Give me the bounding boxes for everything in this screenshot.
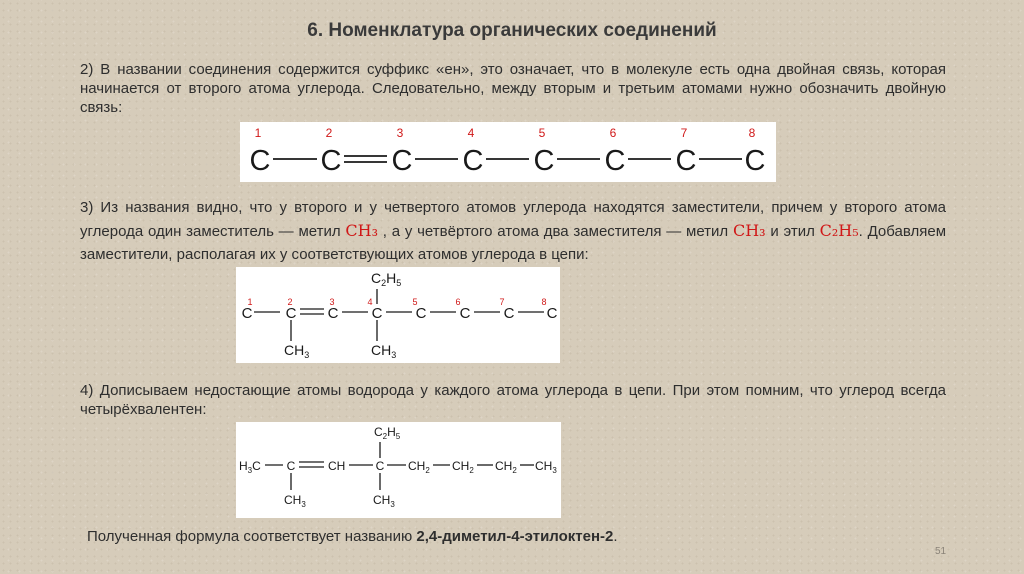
chain3-methyl-c2: $CH_3$ <box>284 493 306 509</box>
chain2-atom-1: C <box>241 305 253 322</box>
chain2-number-8: 8 <box>541 297 547 307</box>
chain2-number-1: 1 <box>247 297 253 307</box>
chain1-number-6: 6 <box>609 126 617 140</box>
step3-text <box>80 196 946 266</box>
chain3-methyl-c4: $CH_3$ <box>373 493 395 509</box>
chain1-number-7: 7 <box>680 126 688 140</box>
chain2-number-7: 7 <box>499 297 505 307</box>
chain1-panel <box>240 122 776 182</box>
chain2-number-5: 5 <box>412 297 418 307</box>
conclusion-prefix: Полученная формула соответствует названию <box>87 528 417 545</box>
step3-part1: 3) Из названия видно, что у второго и у четвертого атомов углерода находятся заместители, причем у второго атома углерода один заместитель — метил <box>80 199 946 240</box>
step3-part2: , а у четвёртого атома два заместителя — метил <box>382 223 729 240</box>
chain1-diagram <box>240 122 776 182</box>
chain2-atom-2: C <box>285 305 297 322</box>
chain1-number-8: 8 <box>748 126 756 140</box>
chain1-atom-8: C <box>744 145 766 177</box>
chain1-atom-7: C <box>675 145 697 177</box>
page-number: 51 <box>935 546 947 557</box>
chain2-number-3: 3 <box>329 297 335 307</box>
chain2-ethyl-group: $C_2H_5$ <box>371 270 402 288</box>
chain2-atom-4: C <box>371 305 383 322</box>
chain1-number-5: 5 <box>538 126 546 140</box>
chain2-number-4: 4 <box>367 297 373 307</box>
chain3-ethyl-group: $C_2H_5$ <box>374 425 401 441</box>
chain3-h3c: $H_3C$ <box>239 459 261 475</box>
formula-ch3-a: CH₃ <box>345 221 378 240</box>
chain1-number-3: 3 <box>396 126 404 140</box>
step3-part3: и этил <box>770 223 815 240</box>
chain2-atom-3: C <box>327 305 339 322</box>
chain3-c2: C <box>286 459 296 473</box>
chain1-atom-2: C <box>320 145 342 177</box>
slide-title: 6. Номенклатура органических соединений <box>307 20 717 41</box>
chain3-ch2-b: $CH_2$ <box>452 459 474 475</box>
formula-c2h5: C₂H₅ <box>819 221 859 240</box>
conclusion-text <box>87 528 618 545</box>
chain2-atom-7: C <box>503 305 515 322</box>
chain3-diagram <box>236 422 561 518</box>
chain3-panel <box>236 422 561 518</box>
chain3-ch2-a: $CH_2$ <box>408 459 430 475</box>
chain1-atom-5: C <box>533 145 555 177</box>
chain3-ch2-c: $CH_2$ <box>495 459 517 475</box>
chain2-methyl-c4: $CH_3$ <box>371 342 397 360</box>
chain2-number-6: 6 <box>455 297 461 307</box>
chain1-atom-6: C <box>604 145 626 177</box>
formula-ch3-b: CH₃ <box>732 221 766 240</box>
chain2-atom-6: C <box>459 305 471 322</box>
compound-name: 2,4-диметил-4-этилоктен-2 <box>416 528 614 545</box>
chain2-number-2: 2 <box>287 297 293 307</box>
chain2-methyl-c2: $CH_3$ <box>284 342 310 360</box>
step2-text: 2) В названии соединения содержится суффикс «ен», это означает, что в молекуле есть одна двойная связь, которая начинается от второго атома углерода. Следовательно, между вторым и третьим атомами нужно обозначить двойную связь: <box>80 61 946 116</box>
chain1-atom-4: C <box>462 145 484 177</box>
chain1-number-2: 2 <box>325 126 333 140</box>
step4-text: 4) Дописываем недостающие атомы водорода у каждого атома углерода в цепи. При этом помним, что углерод всегда четырёхвалентен: <box>80 382 946 418</box>
chain3-ch3-end: $CH_3$ <box>535 459 557 475</box>
chain2-atom-8: C <box>546 305 558 322</box>
chain2-panel <box>236 267 560 363</box>
chain1-atom-1: C <box>249 145 271 177</box>
chain2-atom-5: C <box>415 305 427 322</box>
chain3-c4: C <box>375 459 385 473</box>
conclusion-end: . <box>613 528 618 545</box>
step3-part4: . Добавляем заместители, располагая их у соответствующих атомов углерода в цепи: <box>80 223 947 263</box>
chain2-diagram <box>236 267 560 363</box>
chain1-number-1: 1 <box>254 126 262 140</box>
chain1-atom-3: C <box>391 145 413 177</box>
chain1-number-4: 4 <box>467 126 475 140</box>
chain3-ch: CH <box>328 459 346 473</box>
